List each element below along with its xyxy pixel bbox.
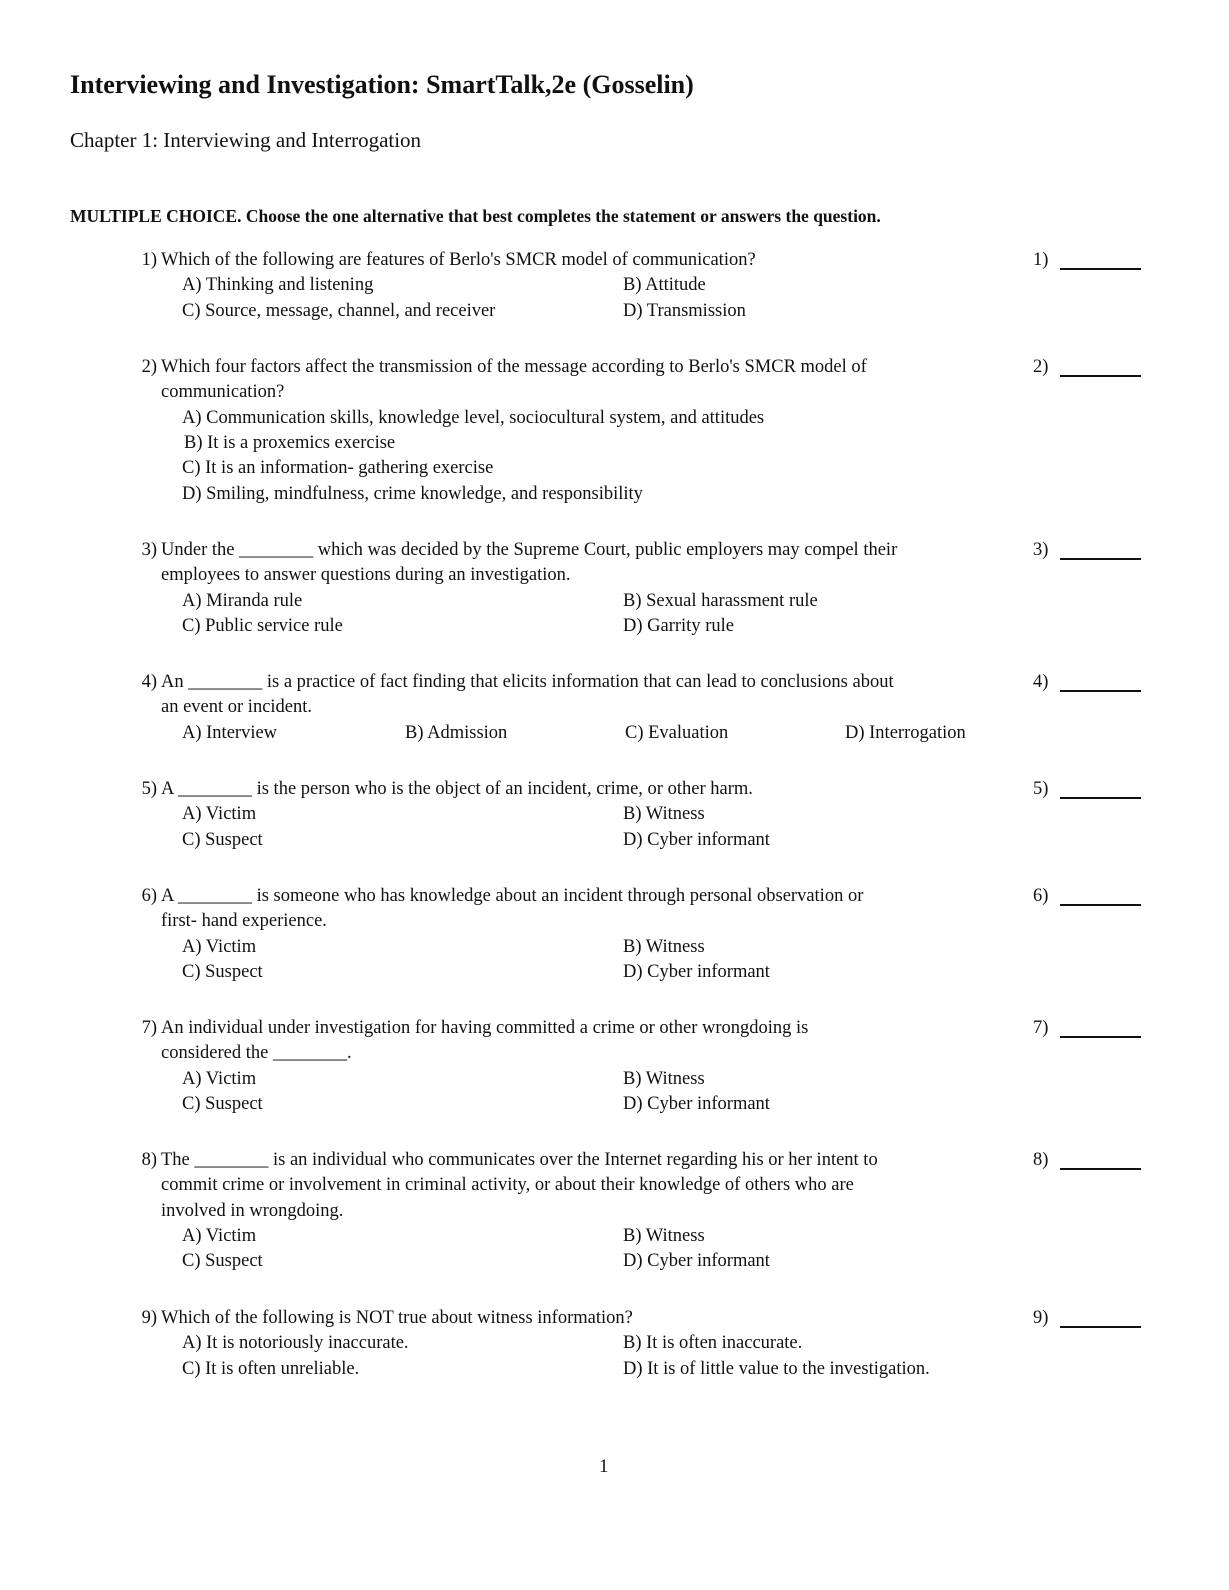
answer-option-d[interactable]: D) Cyber informant (623, 961, 770, 982)
answer-option-a[interactable]: A) Miranda rule (182, 590, 303, 611)
answer-option-c[interactable]: C) Source, message, channel, and receiver (182, 300, 496, 321)
question-stem-line: A ________ is the person who is the object of an incident, crime, or other harm. (161, 779, 753, 799)
answer-blank-line[interactable] (1060, 690, 1141, 692)
question-number: 8) (141, 1150, 157, 1170)
question-number: 5) (141, 779, 157, 799)
answer-option-c[interactable]: C) Suspect (182, 961, 263, 982)
question-stem-line: An individual under investigation for having committed a crime or other wrongdoing is (161, 1018, 809, 1038)
question-number: 2) (141, 357, 157, 377)
question-stem-line: Which of the following are features of Berlo's SMCR model of communication? (161, 250, 756, 270)
answer-option-c[interactable]: C) Suspect (182, 1251, 263, 1272)
answer-option-a[interactable]: A) Communication skills, knowledge level, sociocultural system, and attitudes (182, 407, 765, 428)
answer-key-number: 6) (1033, 886, 1049, 906)
question-number: 4) (141, 672, 157, 692)
answer-option-c[interactable]: C) Suspect (182, 1093, 263, 1114)
answer-key-number: 5) (1033, 779, 1049, 799)
answer-option-c[interactable]: C) Public service rule (182, 615, 343, 636)
answer-option-b[interactable]: B) Attitude (623, 275, 706, 296)
answer-option-d[interactable]: D) Garrity rule (623, 615, 734, 636)
question-stem-line: Which four factors affect the transmission of the message according to Berlo's SMCR model of (161, 357, 867, 377)
answer-blank-line[interactable] (1060, 1036, 1141, 1038)
answer-key-number: 7) (1033, 1018, 1049, 1038)
answer-option-d[interactable]: D) Cyber informant (623, 1093, 770, 1114)
answer-key-number: 3) (1033, 540, 1049, 560)
question-stem-line: Which of the following is NOT true about witness information? (161, 1308, 633, 1328)
answer-option-a[interactable]: A) Interview (182, 722, 278, 743)
answer-blank-line[interactable] (1060, 268, 1141, 270)
answer-option-a[interactable]: A) Victim (182, 1068, 257, 1089)
chapter-heading: Chapter 1: Interviewing and Interrogation (70, 128, 422, 152)
answer-option-a[interactable]: A) Victim (182, 1225, 257, 1246)
answer-key-number: 1) (1033, 250, 1049, 270)
answer-blank-line[interactable] (1060, 904, 1141, 906)
answer-option-c[interactable]: C) It is often unreliable. (182, 1358, 360, 1379)
answer-option-b[interactable]: B) Witness (623, 936, 705, 957)
answer-option-c[interactable]: C) Evaluation (625, 722, 729, 743)
answer-option-d[interactable]: D) Cyber informant (623, 829, 770, 850)
answer-option-d[interactable]: D) Smiling, mindfulness, crime knowledge, and responsibility (182, 483, 643, 504)
answer-option-a[interactable]: A) It is notoriously inaccurate. (182, 1333, 409, 1354)
answer-option-d[interactable]: D) Interrogation (845, 722, 966, 743)
question-stem-line: employees to answer questions during an investigation. (161, 565, 571, 586)
answer-option-b[interactable]: B) Witness (623, 1068, 705, 1089)
question-number: 1) (141, 250, 157, 270)
answer-option-c[interactable]: C) Suspect (182, 829, 263, 850)
answer-key-number: 8) (1033, 1150, 1049, 1170)
answer-option-b[interactable]: B) Witness (623, 1225, 705, 1246)
question-number: 3) (141, 540, 157, 560)
answer-blank-line[interactable] (1060, 375, 1141, 377)
question-stem-line: The ________ is an individual who communicates over the Internet regarding his or her intent to (161, 1150, 878, 1170)
question-stem-line: first- hand experience. (161, 911, 327, 932)
answer-key-number: 4) (1033, 672, 1049, 692)
answer-blank-line[interactable] (1060, 1168, 1141, 1170)
answer-option-d[interactable]: D) It is of little value to the investigation. (623, 1358, 930, 1379)
answer-option-b[interactable]: B) Witness (623, 804, 705, 825)
answer-option-c[interactable]: C) It is an information- gathering exercise (182, 458, 494, 479)
answer-key-number: 9) (1033, 1308, 1049, 1328)
answer-blank-line[interactable] (1060, 797, 1141, 799)
question-stem-line: A ________ is someone who has knowledge about an incident through personal observation or (161, 886, 864, 906)
question-stem-line: involved in wrongdoing. (161, 1200, 344, 1221)
answer-option-b[interactable]: B) Sexual harassment rule (623, 590, 818, 611)
question-stem-line: an event or incident. (161, 697, 313, 718)
answer-option-b[interactable]: B) It is a proxemics exercise (184, 432, 396, 453)
answer-blank-line[interactable] (1060, 1326, 1141, 1328)
question-stem-line: communication? (161, 382, 285, 403)
answer-option-a[interactable]: A) Victim (182, 936, 257, 957)
answer-option-d[interactable]: D) Transmission (623, 300, 746, 321)
answer-option-b[interactable]: B) It is often inaccurate. (623, 1333, 803, 1354)
question-stem-line: An ________ is a practice of fact finding that elicits information that can lead to conclusions about (161, 672, 894, 692)
answer-option-a[interactable]: A) Victim (182, 804, 257, 825)
page-number: 1 (599, 1456, 609, 1477)
document-title: Interviewing and Investigation: SmartTalk,2e (Gosselin) (70, 70, 694, 99)
answer-key-number: 2) (1033, 357, 1049, 377)
question-number: 7) (141, 1018, 157, 1038)
answer-option-d[interactable]: D) Cyber informant (623, 1251, 770, 1272)
section-instructions: MULTIPLE CHOICE. Choose the one alternative that best completes the statement or answers the question. (70, 206, 881, 226)
answer-option-a[interactable]: A) Thinking and listening (182, 275, 374, 296)
answer-blank-line[interactable] (1060, 558, 1141, 560)
question-stem-line: commit crime or involvement in criminal activity, or about their knowledge of others who are (161, 1175, 854, 1196)
question-number: 6) (141, 886, 157, 906)
answer-option-b[interactable]: B) Admission (405, 722, 508, 743)
question-number: 9) (141, 1308, 157, 1328)
question-stem-line: considered the ________. (161, 1043, 352, 1064)
question-stem-line: Under the ________ which was decided by the Supreme Court, public employers may compel their (161, 540, 898, 560)
